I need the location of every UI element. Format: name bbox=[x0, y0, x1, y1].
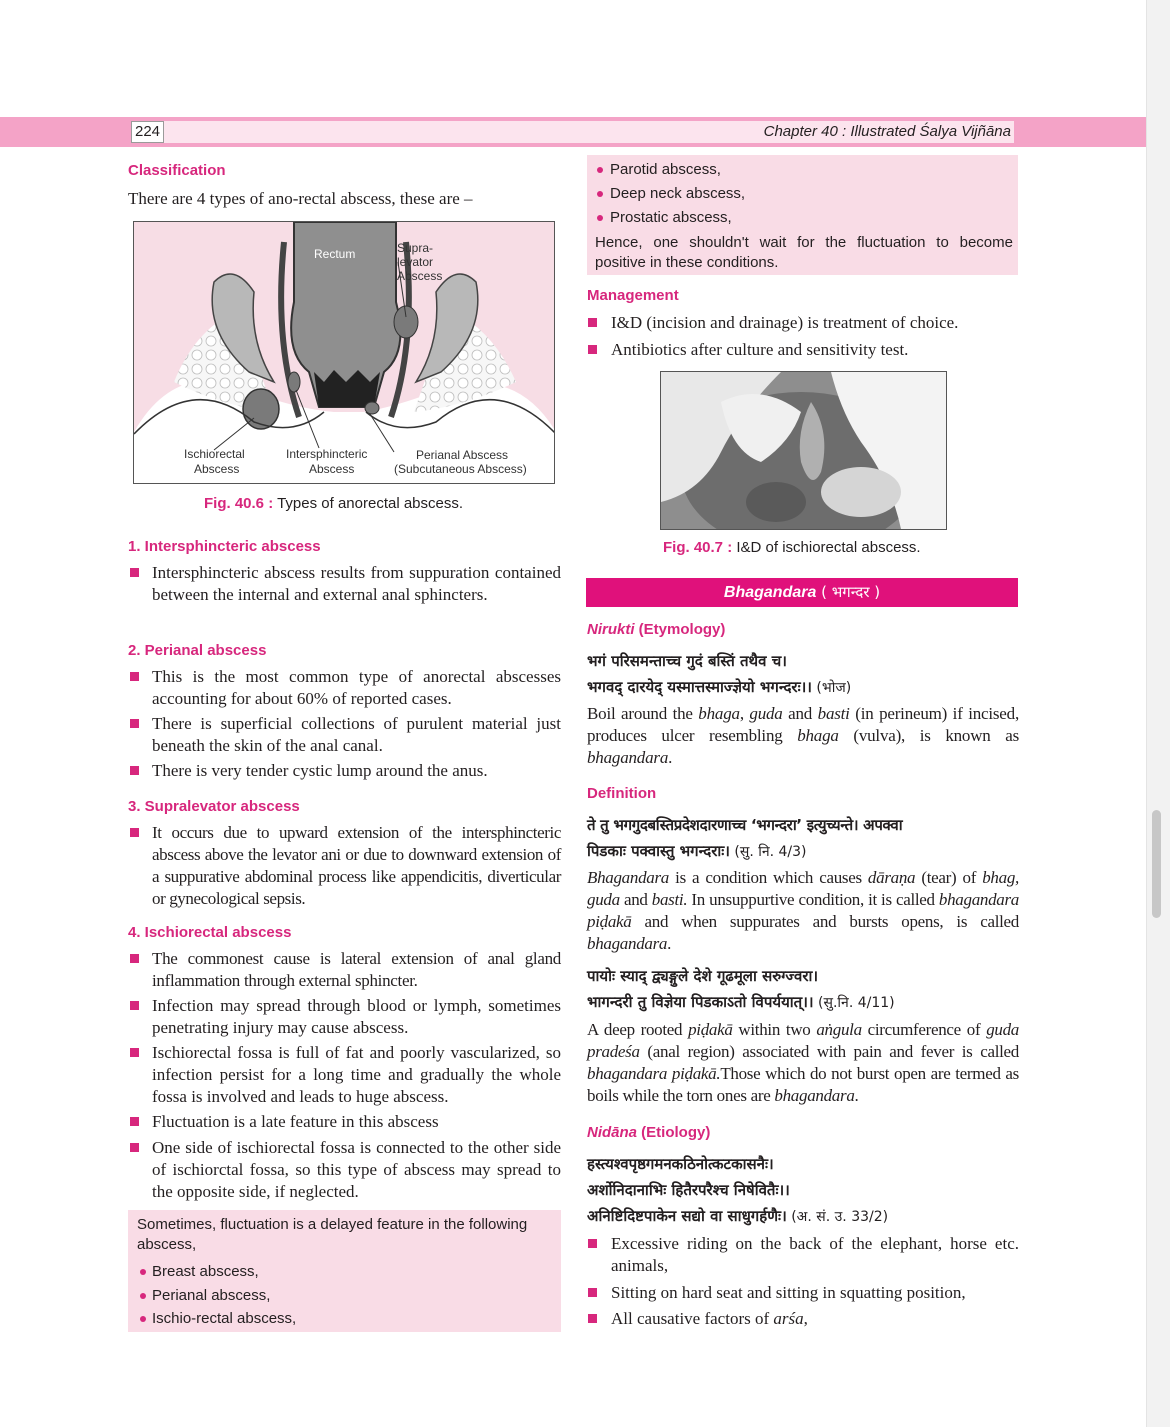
management-item-2: Antibiotics after culture and sensitivity test. bbox=[611, 340, 909, 359]
note-item-3: Ischio-rectal abscess, bbox=[152, 1310, 297, 1327]
text-run: bhagandara piḍakā bbox=[587, 890, 1020, 931]
nidana-item-3 bbox=[611, 1308, 1019, 1330]
nirukti-italic: Nirukti bbox=[587, 621, 635, 638]
label-inter-2: Abscess bbox=[309, 462, 355, 476]
text-run: (tear) of bbox=[915, 868, 983, 887]
s1-heading: 1. Intersphincteric abscess bbox=[128, 538, 321, 555]
bullet-square bbox=[130, 1001, 139, 1010]
nirukti-source: (भोज) bbox=[811, 680, 852, 696]
nidana-verse-1: हस्त्यश्वपृष्ठगमनकठिनोत्कटकासनैः। bbox=[587, 1155, 774, 1173]
def-verse-4: भागन्दरी तु विज्ञेया पिडकाऽतो विपर्ययात्।। bbox=[587, 993, 814, 1011]
text-run: guda bbox=[749, 704, 783, 723]
bullet-dot bbox=[597, 215, 603, 221]
nidana-rest: (Etiology) bbox=[637, 1124, 711, 1141]
bullet-dot bbox=[140, 1316, 146, 1322]
nidana-italic: Nidāna bbox=[587, 1124, 638, 1141]
anorectal-diagram bbox=[134, 222, 555, 484]
s3-heading: 3. Supralevator abscess bbox=[128, 798, 300, 815]
s4-heading: 4. Ischiorectal abscess bbox=[128, 924, 292, 941]
def-verse-line-4 bbox=[587, 991, 895, 1014]
text-run: and bbox=[619, 890, 652, 909]
text-run: and bbox=[782, 704, 818, 723]
text-run: (anal region) associated with pain and fever is called bbox=[639, 1042, 1019, 1061]
text-run: bhagandara bbox=[774, 1086, 855, 1105]
supralevator-abscess-shape bbox=[394, 306, 418, 338]
photo-caption-number: Fig. 40.7 : bbox=[663, 539, 733, 556]
s4-b1: The commonest cause is lateral extension of anal gland inflammation through external sphincter. bbox=[152, 949, 561, 990]
s4-b3: Ischiorectal fossa is full of fat and poorly vascularized, so infection persist for a long time and gradually the whole fossa is involved and leads to huge abscess. bbox=[152, 1043, 561, 1106]
text-run: . bbox=[667, 934, 672, 953]
text-run: bhaga bbox=[698, 704, 740, 723]
nidana-item-1: Excessive riding on the back of the elephant, horse etc. animals, bbox=[611, 1234, 1019, 1275]
label-inter-1: Intersphincteric bbox=[286, 447, 368, 461]
text-run: piḍakā bbox=[688, 1020, 733, 1039]
bullet-dot bbox=[140, 1269, 146, 1275]
right-note-item-1: Parotid abscess, bbox=[610, 161, 721, 178]
s1-b1: Intersphincteric abscess results from suppuration contained between the internal and external anal sphincters. bbox=[152, 563, 561, 604]
definition-heading: Definition bbox=[587, 785, 657, 802]
bullet-dot bbox=[597, 191, 603, 197]
label-ischio-2: Abscess bbox=[194, 462, 240, 476]
text-run: bhag, guda bbox=[587, 868, 1019, 909]
text-run: (in perineum) if incised, produces ulcer resembling bbox=[587, 704, 1019, 745]
s3-b1: It occurs due to upward extension of the intersphincteric abscess above the levator ani or due to downward extension of a suppurative abdominal process like appendicitis, diverticular or gynecological sepsis. bbox=[152, 823, 561, 908]
label-rectum: Rectum bbox=[314, 247, 356, 261]
label-supra-1: Supra- bbox=[397, 241, 434, 255]
banner-devanagari: ( भगन्दर ) bbox=[816, 583, 881, 601]
label-peri-2: (Subcutaneous Abscess) bbox=[394, 462, 527, 476]
right-note-conclusion: Hence, one shouldn't wait for the fluctuation to become positive in these conditions. bbox=[595, 234, 1013, 271]
text-run: bhaga bbox=[797, 726, 839, 745]
bullet-square bbox=[588, 1239, 597, 1248]
caption-text: Types of anorectal abscess. bbox=[273, 495, 464, 512]
banner-title: Bhagandara bbox=[723, 584, 817, 601]
bullet-square bbox=[588, 1288, 597, 1297]
def-verse-3: पायोः स्याद् द्व्यङ्गुले देशे गूढमूला सरुग्ज्वरा। bbox=[587, 967, 819, 985]
text-run: is a condition which causes bbox=[669, 868, 868, 887]
text-run: circumference of bbox=[861, 1020, 987, 1039]
classification-heading: Classification bbox=[128, 162, 226, 179]
nirukti-heading bbox=[587, 621, 725, 638]
def-explanation bbox=[587, 867, 1019, 955]
fig-40-7-caption bbox=[663, 539, 921, 556]
nidana-heading bbox=[587, 1124, 710, 1141]
text-run: (vulva), is known as bbox=[838, 726, 1019, 745]
bullet-dot bbox=[140, 1293, 146, 1299]
bullet-square bbox=[130, 1117, 139, 1126]
note-intro: Sometimes, fluctuation is a delayed feature in the following abscess, bbox=[137, 1216, 528, 1253]
def-source-2: (सु.नि. 4/11) bbox=[813, 995, 895, 1011]
text-run: , bbox=[739, 704, 750, 723]
text-run: Those which do not burst open are termed as boils while the torn ones are bbox=[587, 1064, 1019, 1105]
nidana-source: (अ. सं. उ. 33/2) bbox=[786, 1209, 889, 1225]
bullet-dot bbox=[597, 167, 603, 173]
photo-illustration bbox=[661, 372, 946, 529]
nirukti-verse-2: भगवद् दारयेद् यस्मात्तस्माज्ज्ञेयो भगन्दरः।। bbox=[587, 678, 812, 696]
right-note-item-3: Prostatic abscess, bbox=[610, 209, 732, 226]
leader-ischio bbox=[214, 418, 254, 450]
text-run: bhagandara bbox=[587, 748, 669, 767]
text-run: dāraṇa bbox=[867, 868, 916, 887]
text-run: bhagandara piḍakā. bbox=[587, 1064, 721, 1083]
nidana-verse-3: अनिष्टिदिष्टपाकेन सद्यो वा साधुगर्हणैः। bbox=[587, 1207, 787, 1225]
s2-heading: 2. Perianal abscess bbox=[128, 642, 267, 659]
note-item-1: Breast abscess, bbox=[152, 1263, 259, 1280]
def-source: (सु. नि. 4/3) bbox=[729, 844, 807, 860]
bullet-square bbox=[130, 568, 139, 577]
figure-anorectal-abscess bbox=[133, 221, 555, 484]
nirukti-verse-line-2 bbox=[587, 676, 851, 699]
s4-b4: Fluctuation is a late feature in this abscess bbox=[152, 1112, 439, 1131]
page-number: 224 bbox=[131, 121, 164, 143]
bullet-square bbox=[130, 1048, 139, 1057]
def-verse-line-2 bbox=[587, 840, 807, 863]
nidana-verse-2: अर्शोनिदानाभिः हितैरपरैश्च निषेवितैः।। bbox=[587, 1181, 790, 1199]
text-run: basti. bbox=[651, 890, 688, 909]
text-run: aṅgula bbox=[816, 1020, 862, 1039]
leader-peri bbox=[370, 414, 394, 452]
text-run: guda pradeśa bbox=[587, 1020, 1019, 1061]
nidana-item-2: Sitting on hard seat and sitting in squatting position, bbox=[611, 1283, 966, 1302]
bullet-square bbox=[130, 954, 139, 963]
bullet-square bbox=[588, 1314, 597, 1323]
right-note-item-2: Deep neck abscess, bbox=[610, 185, 746, 202]
caption-number: Fig. 40.6 : bbox=[204, 495, 274, 512]
text-run: arśa bbox=[773, 1309, 804, 1328]
text-run: bhagandara bbox=[587, 934, 668, 953]
scrollbar-track[interactable] bbox=[1146, 0, 1170, 1427]
text-run: and when suppurates and bursts opens, is called bbox=[631, 912, 1019, 931]
bullet-square bbox=[588, 318, 597, 327]
text-run: A deep rooted bbox=[587, 1020, 689, 1039]
right-note-box bbox=[587, 155, 1018, 275]
def-verse-1: ते तु भगगुदबस्तिप्रदेशदारणाच्च ‘भगन्दरा’ इत्युच्यन्ते। अपक्वा bbox=[587, 816, 903, 834]
bullet-square bbox=[130, 766, 139, 775]
text-run: Boil around the bbox=[587, 704, 699, 723]
intersphincteric-abscess-shape bbox=[288, 372, 300, 392]
text-run: . bbox=[668, 748, 673, 767]
note-item-2: Perianal abscess, bbox=[152, 1287, 271, 1304]
management-item-1: I&D (incision and drainage) is treatment of choice. bbox=[611, 313, 959, 332]
nirukti-explanation bbox=[587, 703, 1019, 769]
def-verse-2: पिडकाः पक्वास्तु भगन्दराः। bbox=[587, 842, 730, 860]
text-run: . bbox=[854, 1086, 859, 1105]
nirukti-rest: (Etymology) bbox=[634, 621, 726, 638]
nirukti-verse-1: भगं परिसमन्ताच्च गुदं बस्तिं तथैव च। bbox=[587, 652, 787, 670]
bullet-square bbox=[130, 828, 139, 837]
text-run: All causative factors of bbox=[611, 1309, 774, 1328]
scrollbar-thumb[interactable] bbox=[1152, 810, 1161, 918]
bhagandara-banner bbox=[586, 578, 1018, 607]
left-note-box bbox=[128, 1210, 561, 1332]
bullet-square bbox=[130, 672, 139, 681]
def-explanation-2 bbox=[587, 1019, 1019, 1107]
s4-b5: One side of ischiorectal fossa is connected to the other side of ischiorctal fossa, so this type of abscess may spread to the opposite side, if neglected. bbox=[152, 1138, 561, 1201]
text-run: In unsuppurtive condition, it is called bbox=[687, 890, 939, 909]
fig-40-6-caption bbox=[204, 495, 463, 512]
s4-b2: Infection may spread through blood or lymph, sometimes penetrating injury may cause abscess. bbox=[152, 996, 561, 1037]
photo-incision-drainage bbox=[660, 371, 947, 530]
chapter-title: Chapter 40 : Illustrated Śalya Vijñāna bbox=[763, 123, 1011, 140]
nidana-verse-line-3 bbox=[587, 1205, 888, 1228]
bullet-square bbox=[588, 345, 597, 354]
classification-intro: There are 4 types of ano-rectal abscess, these are – bbox=[128, 189, 473, 208]
s2-b1: This is the most common type of anorectal abscesses accounting for about 60% of reported cases. bbox=[152, 667, 561, 708]
label-supra-2: levator bbox=[397, 255, 434, 269]
s2-b2: There is superficial collections of purulent material just beneath the skin of the anal canal. bbox=[152, 714, 561, 755]
text-run: within two bbox=[732, 1020, 817, 1039]
label-supra-3: Abscess bbox=[397, 269, 443, 283]
bullet-square bbox=[130, 1143, 139, 1152]
text-run: , bbox=[803, 1309, 808, 1328]
management-heading: Management bbox=[587, 287, 679, 304]
text-run: basti bbox=[817, 704, 850, 723]
text-run: Bhagandara bbox=[587, 868, 670, 887]
bullet-square bbox=[130, 719, 139, 728]
photo-caption-text: I&D of ischiorectal abscess. bbox=[732, 539, 921, 556]
label-peri-1: Perianal Abscess bbox=[416, 448, 509, 462]
label-ischio-1: Ischiorectal bbox=[184, 447, 245, 461]
s2-b3: There is very tender cystic lump around the anus. bbox=[152, 761, 488, 780]
